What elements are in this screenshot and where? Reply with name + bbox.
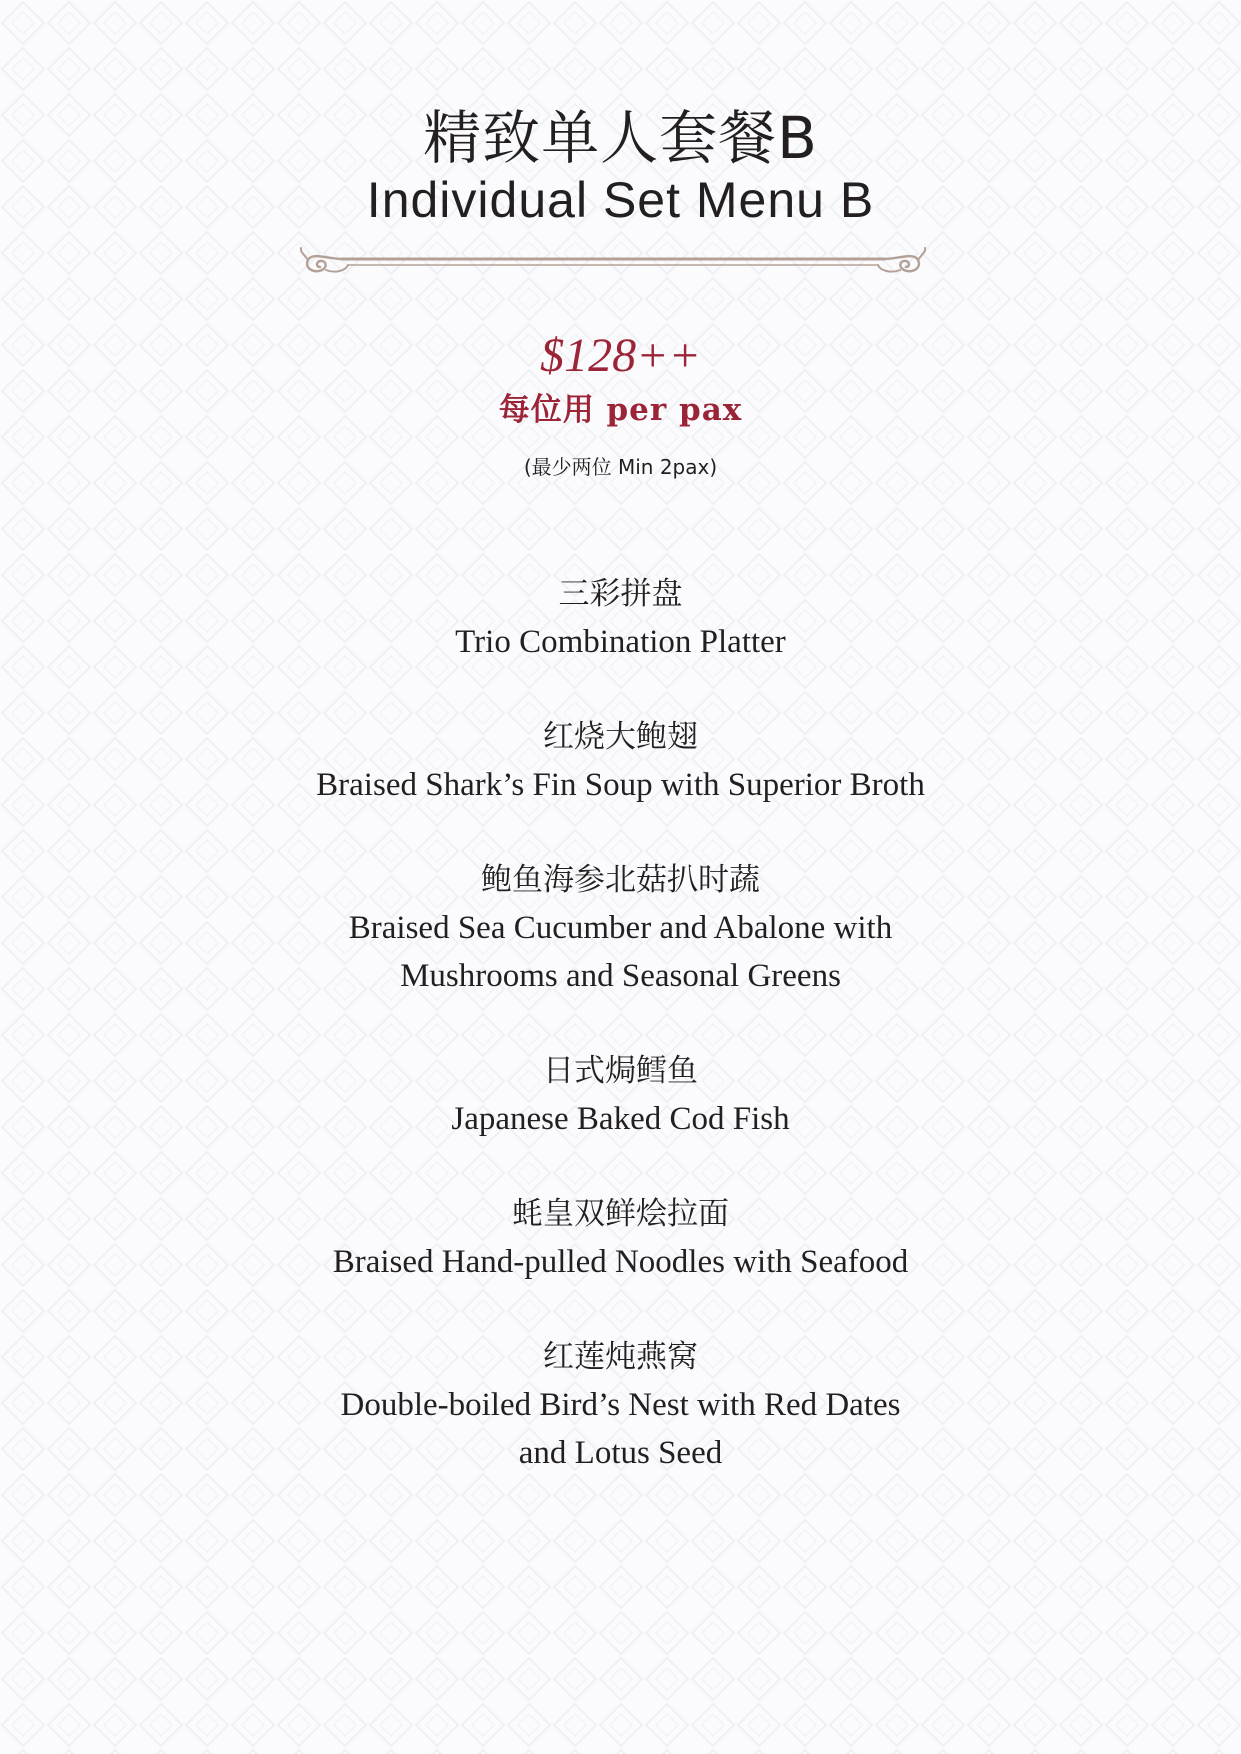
- course-item: [0, 570, 1241, 666]
- course-item: [0, 1190, 1241, 1286]
- menu-title-english: Individual Set Menu B: [366, 172, 875, 228]
- set-price: $128++: [540, 329, 701, 382]
- course-name-english: Braised Hand-pulled Noodles with Seafood: [332, 1244, 909, 1280]
- minimum-pax-note: (最少两位 Min 2pax): [523, 455, 718, 479]
- menu-title-chinese: 精致单人套餐B: [423, 104, 818, 172]
- course-item: [0, 1047, 1241, 1143]
- course-name-chinese: 红莲炖燕窝: [543, 1339, 698, 1375]
- course-name-english: Braised Shark’s Fin Soup with Superior Broth: [316, 767, 925, 803]
- course-item: [0, 856, 1241, 1000]
- course-name-english: Double-boiled Bird’s Nest with Red Dates: [340, 1387, 901, 1423]
- course-name-chinese: 日式焗鳕鱼: [543, 1053, 698, 1089]
- course-item: [0, 1333, 1241, 1477]
- course-name-english: Japanese Baked Cod Fish: [451, 1101, 790, 1137]
- course-name-english: Braised Sea Cucumber and Abalone with: [348, 910, 893, 946]
- ornamental-divider: [298, 244, 928, 280]
- course-name-chinese: 红烧大鲍翅: [543, 719, 698, 755]
- course-name-english-line-2: and Lotus Seed: [518, 1435, 723, 1471]
- price-unit: 每位用 per pax: [498, 392, 743, 428]
- course-list: [0, 570, 1241, 1524]
- course-name-chinese: 鲍鱼海参北菇扒时蔬: [481, 862, 760, 898]
- course-name-english-line-2: Mushrooms and Seasonal Greens: [400, 958, 841, 994]
- course-item: [0, 713, 1241, 809]
- course-name-english: Trio Combination Platter: [455, 624, 786, 660]
- course-name-chinese: 三彩拼盘: [558, 576, 683, 612]
- course-name-chinese: 蚝皇双鲜烩拉面: [512, 1196, 729, 1232]
